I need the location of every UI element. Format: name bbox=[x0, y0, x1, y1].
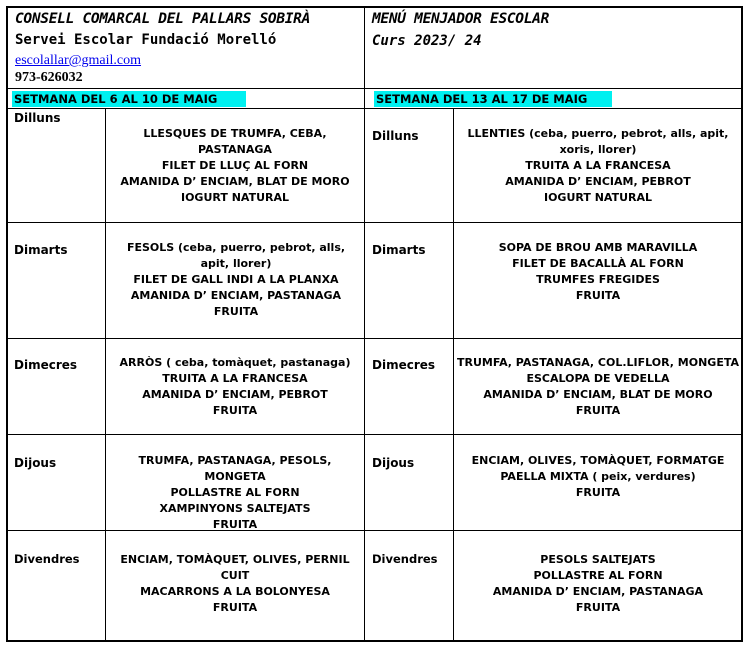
dish: TRUMFA, PASTANAGA, COL.LIFLOR, MONGETA bbox=[456, 356, 740, 369]
menu-cell bbox=[108, 126, 362, 206]
week-1-label: SETMANA DEL 6 AL 10 DE MAIG bbox=[12, 91, 246, 107]
dish: LLENTIES (ceba, puerro, pebrot, alls, apit, xoris, llorer) bbox=[467, 127, 729, 156]
menu-cell bbox=[108, 453, 362, 533]
menu-cell bbox=[456, 453, 740, 501]
menu-cell bbox=[456, 552, 740, 616]
day-label: Divendres bbox=[14, 552, 80, 566]
day-label: Dimarts bbox=[372, 243, 426, 257]
dish: AMANIDA D’ ENCIAM, PEBROT bbox=[142, 388, 328, 401]
dish: FRUITA bbox=[212, 404, 258, 417]
day-label: Dilluns bbox=[372, 129, 419, 143]
dish: AMANIDA D’ ENCIAM, PASTANAGA bbox=[492, 585, 704, 598]
day-label: Dijous bbox=[14, 456, 57, 470]
dish: FRUITA bbox=[575, 404, 621, 417]
dish: XAMPINYONS SALTEJATS bbox=[159, 502, 311, 515]
day-label: Dijous bbox=[372, 456, 415, 470]
dish: PAELLA MIXTA ( peix, verdures) bbox=[500, 470, 696, 483]
dish: IOGURT NATURAL bbox=[180, 191, 289, 204]
dish: PESOLS SALTEJATS bbox=[540, 553, 656, 566]
dish: AMANIDA D’ ENCIAM, BLAT DE MORO bbox=[483, 388, 713, 401]
dish: TRUITA A LA FRANCESA bbox=[525, 159, 671, 172]
dish: FRUITA bbox=[213, 305, 259, 318]
service-name: Servei Escolar Fundació Morelló bbox=[15, 32, 277, 48]
dish: AMANIDA D’ ENCIAM, PEBROT bbox=[505, 175, 691, 188]
dish: MACARRONS A LA BOLONYESA bbox=[140, 585, 330, 598]
dish: FRUITA bbox=[212, 518, 258, 531]
dish: ARRÒS ( ceba, tomàquet, pastanaga) bbox=[119, 356, 351, 369]
day-label: Dilluns bbox=[14, 111, 61, 125]
week-divider bbox=[6, 108, 743, 109]
organization-title: CONSELL COMARCAL DEL PALLARS SOBIRÀ bbox=[15, 11, 311, 27]
right-day-divider bbox=[453, 108, 454, 642]
dish: AMANIDA D’ ENCIAM, BLAT DE MORO bbox=[120, 175, 350, 188]
dish: TRUMFA, PASTANAGA, PESOLS, MONGETA bbox=[138, 454, 332, 483]
day-label: Divendres bbox=[372, 552, 438, 566]
dish: IOGURT NATURAL bbox=[543, 191, 652, 204]
week-2-label: SETMANA DEL 13 AL 17 DE MAIG bbox=[374, 91, 612, 107]
dish: FRUITA bbox=[212, 601, 258, 614]
day-label: Dimecres bbox=[372, 358, 436, 372]
course-label: Curs 2023/ 24 bbox=[372, 33, 482, 49]
header-divider bbox=[6, 88, 743, 89]
dish: AMANIDA D’ ENCIAM, PASTANAGA bbox=[130, 289, 342, 302]
center-divider bbox=[364, 6, 365, 642]
left-day-divider bbox=[105, 108, 106, 642]
dish: POLLASTRE AL FORN bbox=[533, 569, 663, 582]
dish: FRUITA bbox=[575, 289, 621, 302]
row-divider bbox=[6, 434, 743, 435]
menu-cell bbox=[108, 355, 362, 419]
menu-cell bbox=[108, 552, 362, 616]
dish: TRUMFES FREGIDES bbox=[536, 273, 660, 286]
dish: LLESQUES DE TRUMFA, CEBA, PASTANAGA bbox=[143, 127, 327, 156]
dish: FILET DE GALL INDI A LA PLANXA bbox=[133, 273, 339, 286]
menu-title: MENÚ MENJADOR ESCOLAR bbox=[372, 11, 550, 27]
dish: FILET DE BACALLÀ AL FORN bbox=[512, 257, 684, 270]
dish: FRUITA bbox=[575, 486, 621, 499]
dish: FESOLS (ceba, puerro, pebrot, alls, apit, llorer) bbox=[126, 241, 346, 270]
dish: FRUITA bbox=[575, 601, 621, 614]
day-label: Dimecres bbox=[14, 358, 78, 372]
dish: ESCALOPA DE VEDELLA bbox=[526, 372, 670, 385]
menu-cell bbox=[456, 355, 740, 419]
dish: ENCIAM, OLIVES, TOMÀQUET, FORMATGE bbox=[471, 454, 725, 467]
dish: POLLASTRE AL FORN bbox=[170, 486, 300, 499]
day-label: Dimarts bbox=[14, 243, 68, 257]
menu-cell bbox=[120, 240, 352, 320]
row-divider bbox=[6, 338, 743, 339]
dish: SOPA DE BROU AMB MARAVILLA bbox=[498, 241, 698, 254]
menu-cell bbox=[462, 126, 734, 206]
email-link[interactable]: escolallar@gmail.com bbox=[15, 53, 142, 68]
phone-number: 973-626032 bbox=[15, 70, 83, 85]
dish: TRUITA A LA FRANCESA bbox=[162, 372, 308, 385]
dish: ENCIAM, TOMÀQUET, OLIVES, PERNIL CUIT bbox=[120, 553, 350, 582]
row-divider bbox=[6, 222, 743, 223]
dish: FILET DE LLUÇ AL FORN bbox=[161, 159, 309, 172]
menu-cell bbox=[456, 240, 740, 304]
